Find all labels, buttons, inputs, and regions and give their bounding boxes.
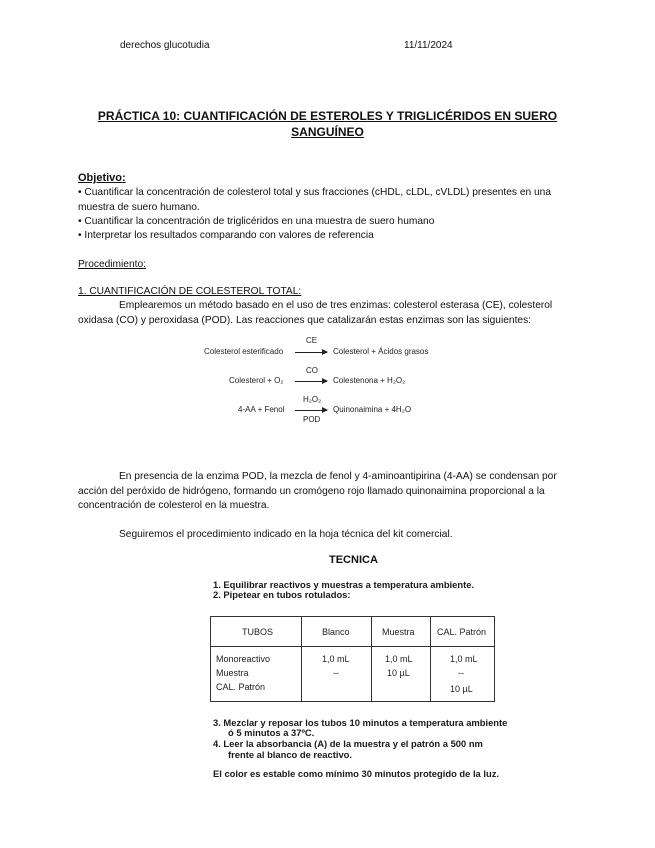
table-cell: 1,0 mL xyxy=(450,654,478,664)
tecnica-step-2: 2. Pipetear en tubos rotulados: xyxy=(213,589,351,600)
table-cell: CAL. Patrón xyxy=(216,682,266,692)
title-line-1: PRÁCTICA 10: CUANTIFICACIÓN DE ESTEROLES Y TRIGLICÉRIDOS EN SUERO xyxy=(97,109,558,123)
paragraph-1b: oxidasa (CO) y peroxidasa (POD). Las reacciones que catalizarán estas enzimas son las siguientes: xyxy=(78,315,531,326)
reaction-3-arrow xyxy=(295,410,327,411)
header-date: 11/11/2024 xyxy=(404,40,453,51)
section-heading: 1. CUANTIFICACIÓN DE COLESTEROL TOTAL: xyxy=(78,286,302,297)
table-cell: 1,0 mL xyxy=(385,654,413,664)
page-title xyxy=(70,108,585,140)
table-cell: 10 µL xyxy=(387,668,410,678)
reaction-1-arrow xyxy=(295,352,327,353)
table-header: Blanco xyxy=(322,627,350,637)
paragraph-2c: concentración de colesterol en la muestra. xyxy=(78,500,270,511)
procedimiento-heading: Procedimiento: xyxy=(78,259,146,270)
objetivo-bullet-1b: muestra de suero humano. xyxy=(78,202,200,213)
tecnica-note: El color es estable como mínimo 30 minutos protegido de la luz. xyxy=(213,768,499,779)
objetivo-bullet-2: • Cuantificar la concentración de triglicéridos en una muestra de suero humano xyxy=(78,216,435,227)
reaction-3-left: 4-AA + Fenol xyxy=(238,405,285,414)
tecnica-step-3b: ó 5 minutos a 37ºC. xyxy=(228,727,315,738)
table-cell: 1,0 mL xyxy=(322,654,350,664)
table-cell: -- xyxy=(458,668,464,678)
objetivo-bullet-3: • Interpretar los resultados comparando con valores de referencia xyxy=(78,230,374,241)
header-left: derechos glucotudia xyxy=(120,40,210,51)
table-header: Muestra xyxy=(382,627,415,637)
paragraph-3: Seguiremos el procedimiento indicado en la hoja técnica del kit comercial. xyxy=(119,529,453,540)
table-cell: Muestra xyxy=(216,668,249,678)
objetivo-heading: Objetivo: xyxy=(78,172,126,184)
reaction-1-right: Colesterol + Ácidos grasos xyxy=(333,347,429,356)
table-header: TUBOS xyxy=(242,627,274,637)
tecnica-step-4b: frente al blanco de reactivo. xyxy=(228,749,352,760)
table-cell: 10 µL xyxy=(450,684,473,694)
reaction-3-enzyme: POD xyxy=(303,415,321,424)
reaction-2-arrow xyxy=(295,381,327,382)
table-header: CAL. Patrón xyxy=(437,627,487,637)
tecnica-step-1: 1. Equilibrar reactivos y muestras a temperatura ambiente. xyxy=(213,579,475,590)
tecnica-title: TECNICA xyxy=(329,554,378,566)
tecnica-step-4a: 4. Leer la absorbancia (A) de la muestra y el patrón a 500 nm xyxy=(213,738,483,749)
paragraph-2a: En presencia de la enzima POD, la mezcla de fenol y 4-aminoantipirina (4-AA) se condensan por xyxy=(119,471,557,482)
reaction-2-enzyme: CO xyxy=(306,366,318,375)
objetivo-bullet-1a: • Cuantificar la concentración de colesterol total y sus fracciones (cHDL, cLDL, cVLDL) presentes en una xyxy=(78,187,551,198)
reaction-1-enzyme: CE xyxy=(306,336,318,345)
reaction-3-cofactor: H₂O₂ xyxy=(303,395,322,404)
table-cell: -- xyxy=(333,668,339,678)
reagent-table xyxy=(210,616,495,702)
tecnica-step-3a: 3. Mezclar y reposar los tubos 10 minutos a temperatura ambiente xyxy=(213,717,508,728)
paragraph-2b: acción del peróxido de hidrógeno, formando un cromógeno rojo llamado quinonaimina proporcional a la xyxy=(78,486,545,497)
reaction-3-right: Quinonaimina + 4H₂O xyxy=(333,405,412,414)
reaction-2-right: Colestenona + H₂O₂ xyxy=(333,376,406,385)
reaction-1-left: Colesterol esterificado xyxy=(204,347,284,356)
title-line-2: SANGUÍNEO xyxy=(291,125,364,139)
table-cell: Monoreactivo xyxy=(216,654,271,664)
reaction-2-left: Colesterol + O₂ xyxy=(229,376,284,385)
paragraph-1a: Emplearemos un método basado en el uso de tres enzimas: colesterol esterasa (CE), colesterol xyxy=(119,300,553,311)
